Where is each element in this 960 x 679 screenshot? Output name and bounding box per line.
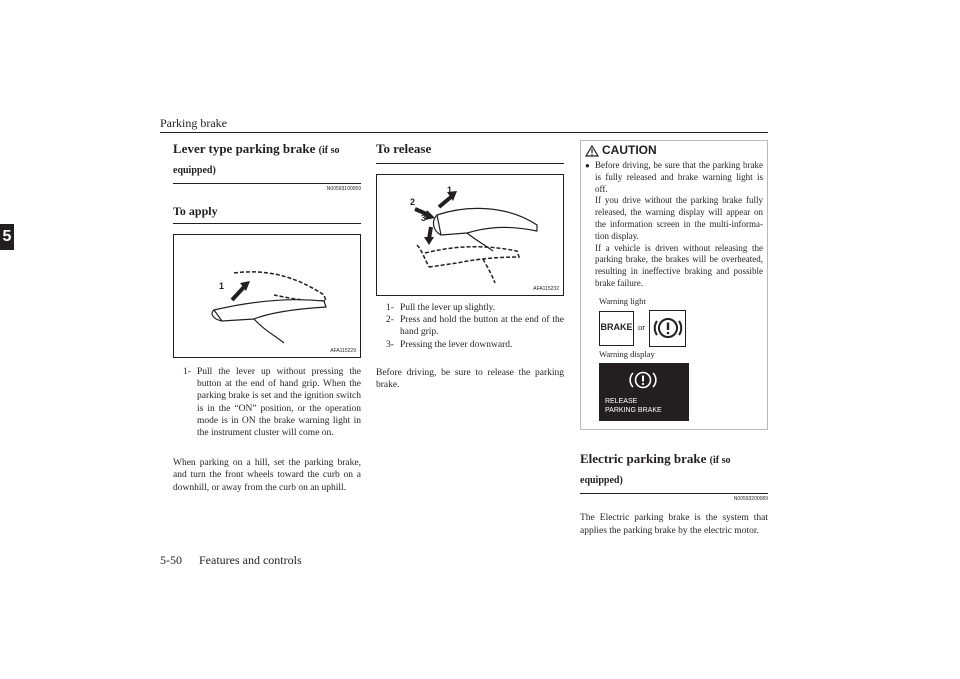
step-number: 1- [183, 367, 191, 377]
section-heading-to-release: To release [376, 140, 564, 164]
step-item [376, 314, 564, 338]
page-header-title: Parking brake [160, 116, 227, 130]
figure-apply-lever [173, 234, 361, 358]
brake-warning-icon: BRAKE [599, 311, 634, 346]
warning-triangle-icon [585, 145, 599, 157]
step-text: Pull the lever up without pressing the button at the end of hand grip. When the parking brake is set and the ignition switch is in the “ON” position, or the operation mode is in ON the brake warning light in the instrument cluster will come on. [197, 367, 361, 439]
heading-suffix: (if so equipped) [580, 455, 731, 487]
release-lever-illustration [377, 175, 564, 295]
figure-code: AFA115232 [533, 286, 559, 292]
page-footer [160, 553, 316, 568]
warning-display-label: Warning display [599, 348, 655, 359]
caution-box [580, 140, 768, 430]
release-steps [376, 302, 564, 351]
figure-code: AFA115229 [330, 348, 356, 354]
lever-illustration [174, 235, 361, 357]
callout-2: 2 [410, 197, 416, 207]
subheading-to-apply: To apply [173, 204, 361, 224]
display-line-2: PARKING BRAKE [605, 407, 662, 415]
step-text: Press and hold the button at the end of the hand grip. [400, 315, 564, 338]
step-item [376, 302, 564, 314]
warning-light-label: Warning light [599, 295, 646, 306]
caution-title [585, 145, 763, 157]
release-reminder-paragraph: Before driving, be sure to release the parking brake. [376, 367, 564, 391]
column-to-release [376, 140, 564, 391]
step-text: Pull the lever up slightly. [400, 303, 496, 313]
section-code: N00593100059 [326, 186, 361, 192]
section-heading-electric [580, 450, 768, 494]
display-line-1: RELEASE [605, 398, 638, 406]
display-text [605, 397, 662, 415]
step-text: Pressing the lever downward. [400, 339, 513, 350]
heading-text: Lever type parking brake [173, 141, 316, 156]
chapter-tab: 5 [0, 224, 14, 250]
step-item [376, 339, 564, 351]
header-rule [160, 132, 768, 133]
heading-text: Electric parking brake [580, 451, 707, 467]
release-parking-brake-display [599, 363, 689, 421]
step-number: 1- [386, 303, 394, 313]
bullet-icon: ● [585, 161, 590, 170]
hill-parking-paragraph: When parking on a hill, set the parking brake, and turn the front wheels toward the curb on a downhill, or away from the curb on an uphill. [173, 458, 361, 493]
heading-suffix: (if so equipped) [173, 145, 340, 176]
caution-paragraph-1: Before driving, be sure that the parking brake is fully released and brake warning light is off. [595, 160, 763, 194]
callout-3: 3 [421, 213, 427, 223]
step-number: 2- [386, 315, 394, 326]
brake-circle-warning-icon [649, 310, 686, 347]
caution-paragraph-3: If a vehicle is driven without releasing the parking brake, the brakes will be overheated, resulting in ineffective braking and possible brake failure. [595, 242, 763, 288]
or-text: or [638, 322, 646, 333]
electric-brake-paragraph: The Electric parking brake is the system that applies the parking brake by the electric motor. [580, 513, 768, 536]
step-number: 3- [386, 339, 394, 350]
callout-1: 1 [219, 281, 225, 291]
column-lever-type [173, 140, 361, 494]
caution-title-text: CAUTION [602, 143, 657, 158]
caution-text [595, 160, 763, 290]
section-heading-lever-type [173, 140, 361, 184]
section-code: N00593200089 [733, 496, 768, 503]
caution-paragraph-2: If you drive without the parking brake fully released, the warning display will appear on the information screen in the multi-informa-tion display. [595, 195, 763, 241]
caution-bullet [585, 160, 763, 290]
warning-light-icons [599, 310, 763, 347]
page-number: 5-50 [160, 553, 182, 567]
step-item [173, 366, 361, 439]
figure-release-lever [376, 174, 564, 296]
callout-1: 1 [447, 185, 453, 195]
display-warning-icon [629, 369, 657, 391]
footer-section: Features and controls [199, 553, 302, 567]
column-caution-electric [580, 140, 768, 537]
apply-steps [173, 366, 361, 439]
